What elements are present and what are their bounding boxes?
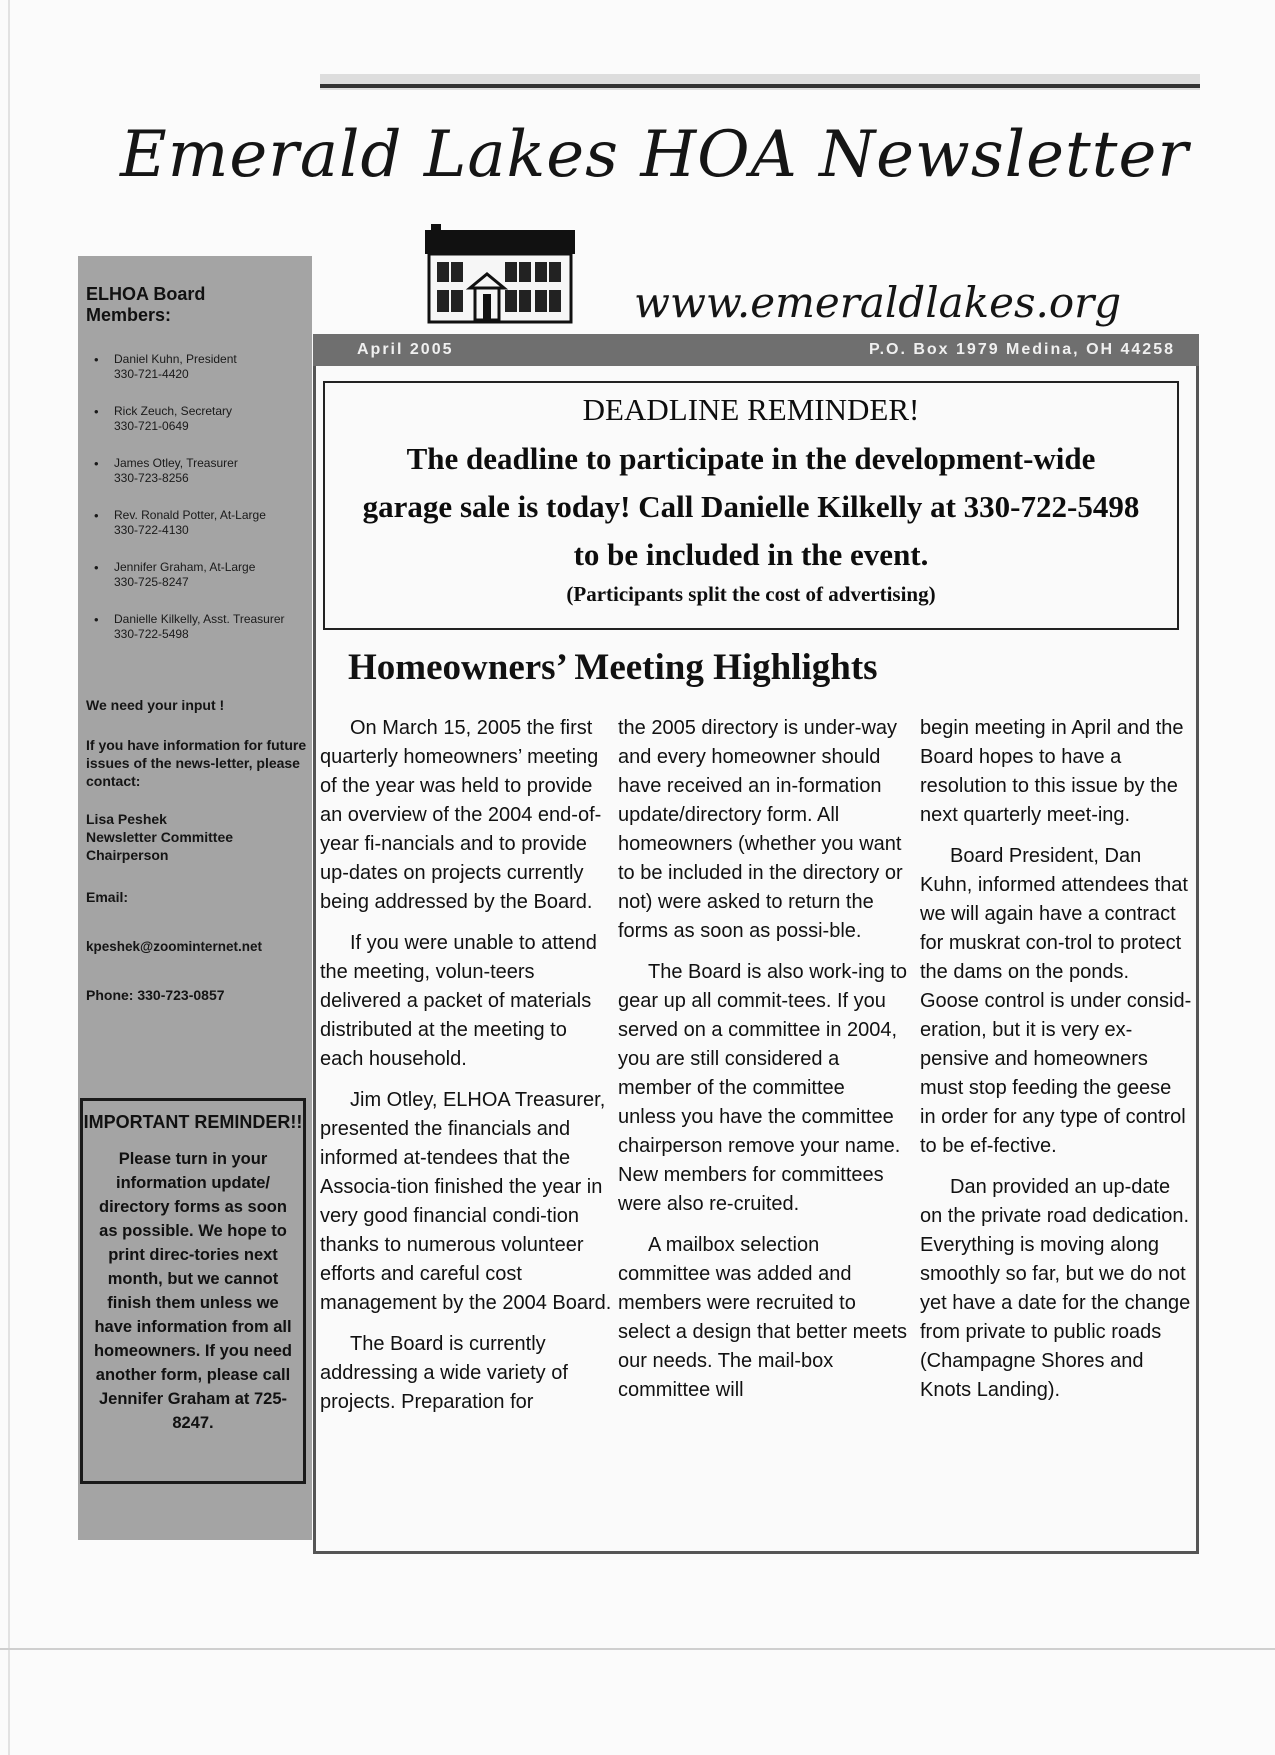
article-column-3: [920, 714, 1192, 1417]
mailing-address: P.O. Box 1979 Medina, OH 44258: [868, 341, 1175, 358]
article-paragraph: A mailbox selection committee was added and members were recruited to select a design that better meets our needs. The mail-box committee will: [618, 1234, 908, 1401]
issue-date: April 2005: [357, 341, 454, 358]
article-paragraph: The Board is also work-ing to gear up all commit-tees. If you served on a committee in 2004, you are still considered a member of the committee unless you have the committee chairperson remove your name. New members for committees were also re-cruited.: [618, 961, 908, 1215]
input-text: If you have information for future issues of the news-letter, please contact:: [86, 737, 307, 789]
contact-name: Lisa Peshek: [86, 811, 167, 827]
article-paragraph: On March 15, 2005 the first quarterly homeowners’ meeting of the year was held to provide an overview of the 2004 end-of-year fi-nancials and to provide up-dates on projects currently being addressed by the Board.: [320, 717, 602, 913]
top-rule: [320, 84, 1200, 88]
board-member: • Rev. Ronald Potter, At-Large 330-722-4130: [100, 508, 320, 538]
deadline-reminder-box: [323, 381, 1179, 630]
board-member-list: [86, 352, 320, 664]
board-member: • Daniel Kuhn, President 330-721-4420: [100, 352, 320, 382]
page-fold-line: [0, 1648, 1275, 1650]
board-member: • Jennifer Graham, At-Large 330-725-8247: [100, 560, 320, 590]
article-title: Homeowners’ Meeting Highlights: [348, 647, 878, 688]
article-column-1: [320, 714, 612, 1429]
article-paragraph: Board President, Dan Kuhn, informed attendees that we will again have a contract for muskrat con-trol to protect the dams on the ponds. Goose control is under consid-eration, but it is very ex-pensive and homeowners must stop feeding the geese in order for any type of control to be ef-fective.: [920, 845, 1192, 1157]
deadline-note: (Participants split the cost of advertising): [566, 582, 936, 606]
email-label: Email:: [86, 889, 129, 905]
board-member: • James Otley, Treasurer 330-723-8256: [100, 456, 320, 486]
important-reminder-box: [80, 1098, 306, 1484]
contact-role: Newsletter Committee Chairperson: [86, 829, 234, 863]
deadline-body: The deadline to participate in the development-wide garage sale is today! Call Danielle Kilkelly at 330-722-5498 to be included in the event.: [362, 441, 1140, 572]
board-member: • Rick Zeuch, Secretary 330-721-0649: [100, 404, 320, 434]
article-paragraph: Jim Otley, ELHOA Treasurer, presented the financials and informed at-tendees that the Associa-tion finished the year in very good financial condi-tion thanks to numerous volunteer efforts and careful cost management by the 2004 Board.: [320, 1089, 612, 1314]
reminder-body: Please turn in your information update/ directory forms as soon as possible. We hope to print direc-tories next month, but we cannot finish them unless we have information from all homeowners. If you need another form, please call Jennifer Graham at 725-8247.: [93, 1150, 293, 1432]
date-address-bar: [313, 334, 1199, 366]
board-member: • Danielle Kilkelly, Asst. Treasurer 330-722-5498: [100, 612, 320, 642]
house-logo-icon: [425, 222, 575, 324]
contact-phone: Phone: 330-723-0857: [86, 987, 225, 1003]
input-heading: We need your input !: [86, 697, 225, 713]
reminder-title: IMPORTANT REMINDER!!: [83, 1112, 303, 1132]
article-paragraph: the 2005 directory is under-way and every homeowner should have received an in-formation update/directory form. All homeowners (whether you want to be included in the directory or not) were asked to return the forms as soon as possi-ble.: [618, 717, 903, 942]
email-link[interactable]: kpeshek@zoominternet.net: [86, 939, 262, 954]
article-paragraph: Dan provided an up-date on the private road dedication. Everything is moving along smoothly so far, but we do not yet have a date for the change from private to public roads (Champagne Shores and Knots Landing).: [920, 1176, 1191, 1401]
website-url[interactable]: www.emeraldlakes.org: [634, 278, 1122, 327]
article-paragraph: If you were unable to attend the meeting, volun-teers delivered a packet of materials distributed at the meeting to each household.: [320, 932, 597, 1070]
article-paragraph: begin meeting in April and the Board hopes to have a resolution to this issue by the next quarterly meet-ing.: [920, 717, 1184, 826]
article-paragraph: The Board is currently addressing a wide variety of projects. Preparation for: [320, 1333, 568, 1413]
newsletter-title: Emerald Lakes HOA Newsletter: [120, 118, 1189, 192]
deadline-title: DEADLINE REMINDER!: [582, 392, 920, 427]
sidebar-title: ELHOA Board Members:: [86, 284, 206, 325]
article-column-2: [618, 714, 908, 1417]
page-edge: [8, 0, 10, 1755]
